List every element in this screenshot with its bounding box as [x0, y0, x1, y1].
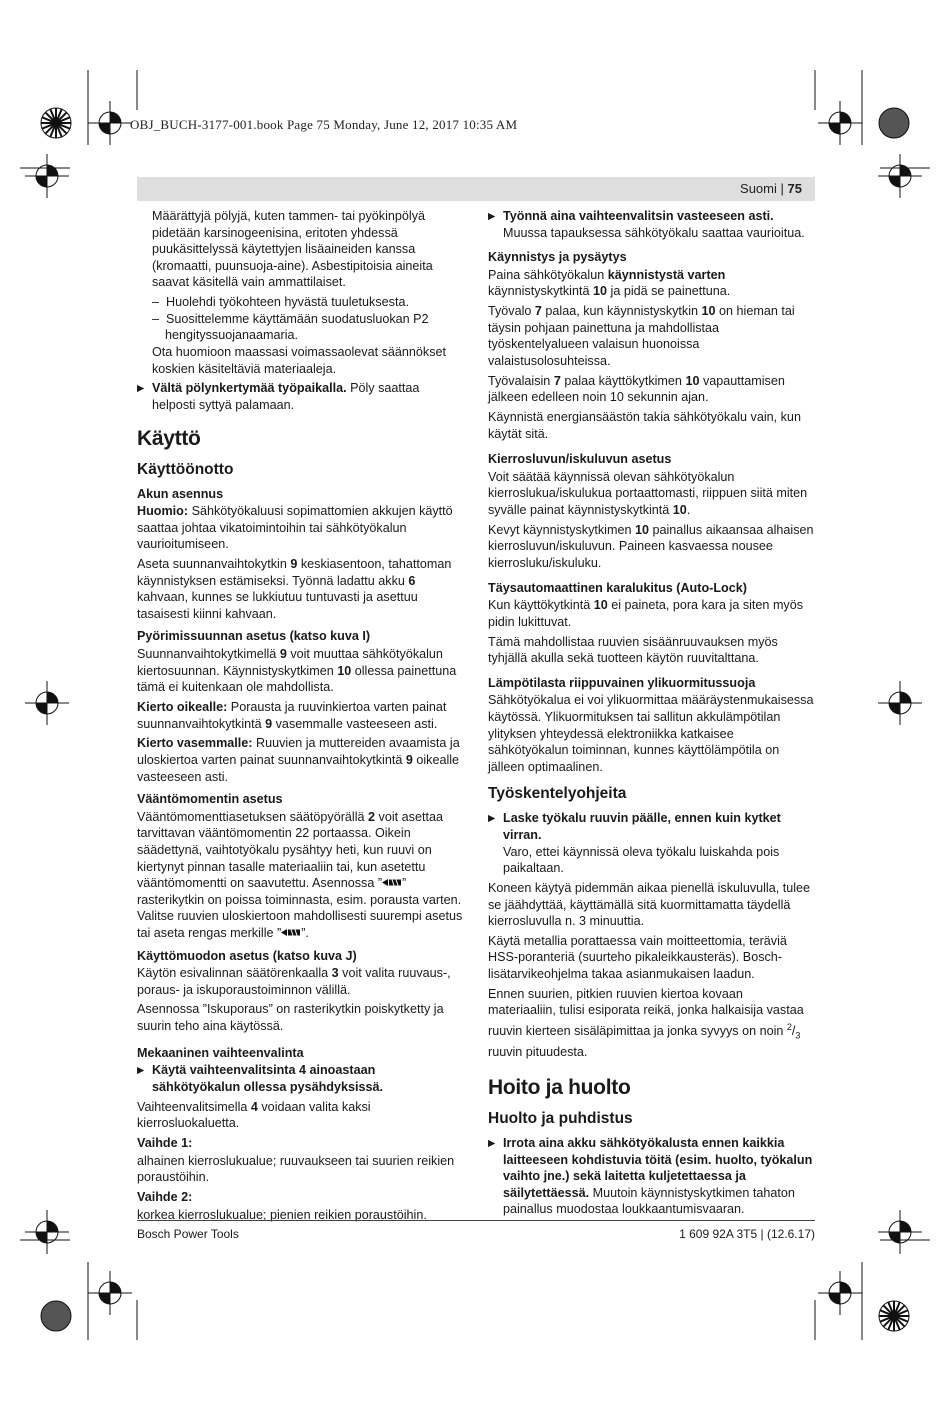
paragraph: Aseta suunnanvaihtokytkin 9 keskiasentoon, tahattoman käynnistyksen estämiseksi. Työnnä ladattu akku 6 kahvaan, kunnes se lukkiutuu tuntuvasti ja asettuu tasaisesti kiinni kahvaan.	[137, 557, 452, 621]
paragraph: Asennossa ”Iskuporaus” on rasterikytkin poiskytketty ja suurin teho aina käytössä.	[137, 1002, 444, 1034]
paragraph: korkea kierroslukualue; pienien reikien poraustöihin.	[137, 1207, 427, 1222]
paragraph: Huomio: Sähkötyökaluusi sopimattomien akkujen käyttö saattaa johtaa vikatoimintoihin tai sähkötyökalun vaurioitumiseen.	[137, 504, 453, 552]
paragraph: Sähkötyökalua ei voi ylikuormittaa määräystenmukaisessa käytössä. Ylikuormituksen tai sallitun akkulämpötilan ylityksen yhteydessä elektroniikka katkaisee sähkötyökalun toiminnan, kunnes käyttölämpötila on jälleen optimaalinen.	[488, 693, 814, 774]
paragraph: Kun käyttökytkintä 10 ei paineta, pora kara ja siten myös pidin lukittuvat.	[488, 598, 804, 629]
page-number: 75	[787, 181, 802, 196]
paragraph: Varo, ettei käynnissä oleva työkalu luiskahda pois paikaltaan.	[503, 844, 780, 876]
subsection-heading: Vääntömomentin asetus	[137, 792, 283, 807]
paragraph: Kevyt käynnistyskytkimen 10 painallus aikaansaa alhaisen kierrosluvun/iskuluvun. Paineen kasvaessa nousee kierrosluku/iskuluku.	[488, 522, 814, 571]
left-column	[137, 208, 465, 1226]
paragraph: Suunnanvaihtokytkimellä 9 voit muuttaa sähkötyökalun kiertosuunnan. Käynnistyskytkimen 10 ollessa painettuna tämä ei kuitenkaan ole mahdollista.	[137, 647, 457, 695]
footer-publisher: Bosch Power Tools	[137, 1227, 239, 1241]
paragraph: Voit säätää käynnissä olevan sähkötyökalun kierroslukua/iskulukua portaattomasti, riippuen siitä miten syvälle painat käynnistyskytkintä 10.	[488, 469, 808, 518]
subsection-heading: Vaihde 2:	[137, 1189, 193, 1204]
footer-document-code: 1 609 92A 3T5 | (12.6.17)	[679, 1227, 815, 1241]
bullet-warning: ▶ Työnnä aina vaihteenvalitsin vasteeseen asti. Muussa tapauksessa sähkötyökalu saattaa vaurioitua.	[488, 208, 814, 241]
section-heading: Työskentelyohjeita	[488, 785, 627, 803]
paragraph: Työvalo 7 palaa, kun käynnistyskytkin 10 on hieman tai täysin pohjaan painettuna ja mahdollistaa työskentelyalueen valaisun huonoissa valaistusolosuhteissa.	[488, 304, 795, 368]
subsection-heading: Käynnistys ja pysäytys	[488, 250, 627, 265]
header-band	[137, 177, 815, 201]
subsection-heading: Akun asennus	[137, 486, 224, 501]
subsection-heading: Käyttömuodon asetus (katso kuva J)	[137, 948, 357, 963]
paragraph: Ennen suurien, pitkien ruuvien kiertoa kovaan materiaaliin, tulisi esiporata reikä, jonka halkaisija vastaa ruuvin kierteen sisäläpimittaa ja jonka syvyys on noin $^2/_3$ ruuvin pituudesta.	[488, 986, 804, 1060]
page-header	[740, 181, 802, 196]
drill-symbol-icon	[382, 878, 402, 887]
section-heading: Käyttöönotto	[137, 460, 234, 478]
section-name: Suomi	[740, 181, 777, 196]
dash-item: – Suosittelemme käyttämään suodatusluokan P2 hengityssuojanaamaria.	[152, 311, 429, 343]
bullet-warning: ▶ Vältä pölynkertymää työpaikalla. Pöly saattaa helposti syttyä palamaan.	[137, 380, 465, 413]
paragraph: Koneen käytyä pidemmän aikaa pienellä iskuluvulla, tulee se jäähdyttää, käyttämällä sitä kuormittamatta täydellä kierrosluvulla n. 3 minuuttia.	[488, 880, 811, 929]
subsection-heading: Pyörimissuunnan asetus (katso kuva I)	[137, 629, 371, 644]
dash-item: – Huolehdi työkohteen hyvästä tuuletuksesta.	[152, 295, 409, 310]
right-column	[488, 208, 814, 1221]
paragraph: Paina sähkötyökalun käynnistystä varten käynnistyskytkintä 10 ja pidä se painettuna.	[488, 267, 731, 299]
subsection-heading: Kierrosluvun/iskuluvun asetus	[488, 452, 672, 467]
drill-symbol-icon	[281, 928, 301, 937]
paragraph: Käytä metallia porattaessa vain moitteettomia, teräviä HSS-poranteriä (suurteho pikaleikkausteräs). Bosch-lisätarvikeohjelma takaa asianmukaisen laadun.	[488, 933, 787, 982]
paragraph: Käynnistä energiansäästön takia sähkötyökalu vain, kun käytät sitä.	[488, 410, 801, 441]
subsection-heading: Lämpötilasta riippuvainen ylikuormitussuoja	[488, 675, 756, 690]
bullet-warning: ▶ Laske työkalu ruuvin päälle, ennen kuin kytket virran.	[488, 810, 814, 843]
paragraph: Tämä mahdollistaa ruuvien sisäänruuvauksen myös tyhjällä akulla sekä tuotteen käytön ruuvitalttana.	[488, 634, 778, 666]
paragraph: Kierto vasemmalle: Ruuvien ja muttereiden avaamista ja uloskiertoa varten painat suunnanvaihtokytkintä 9 oikealle vasteeseen asti.	[137, 736, 460, 784]
paragraph: alhainen kierroslukualue; ruuvaukseen tai suurien reikien poraustöihin.	[137, 1153, 455, 1185]
subsection-heading: Täysautomaattinen karalukitus (Auto-Lock)	[488, 580, 747, 595]
bullet-warning: ▶ Irrota aina akku sähkötyökalusta ennen kaikkia laitteeseen kohdistuvia töitä (esim. huolto, työkalun vaihto jne.) sekä laitetta kuljetettaessa ja säilytettäessä. Muutoin käynnistyskytkimen tahaton painallus muodostaa loukkaantumisvaaran.	[488, 1135, 814, 1218]
paragraph: Ota huomioon maassasi voimassaolevat säännökset koskien käsiteltäviä materiaaleja.	[152, 344, 447, 376]
paragraph: Kierto oikealle: Porausta ja ruuvinkiertoa varten painat suunnanvaihtokytkintä 9 vasemmalle vasteeseen asti.	[137, 700, 447, 731]
paragraph: Valitse ruuvien uloskiertoon mahdollisesti suurempi asetus tai aseta rengas merkille ” ”.	[137, 909, 463, 940]
paragraph: Työvalaisin 7 palaa käyttökytkimen 10 vapauttamisen jälkeen edelleen noin 10 sekunnin ajan.	[488, 373, 785, 405]
paragraph: Määrättyjä pölyjä, kuten tammen- tai pyökinpölyä pidetään karsinogeenisina, eritoten yhdessä puukäsittelyssä käytettyjen lisäaineiden kanssa (kromaatti, puunsuoja-aine). Asbestipitoisia aineita saavat käsitellä vain ammattilaiset.	[152, 209, 433, 290]
book-file-info: OBJ_BUCH-3177-001.book Page 75 Monday, June 12, 2017 10:35 AM	[130, 117, 518, 132]
paragraph: Käytön esivalinnan säätörenkaalla 3 voit valita ruuvaus-, poraus- ja iskuporaustoiminnon välillä.	[137, 966, 451, 997]
subsection-heading: Vaihde 1:	[137, 1136, 193, 1150]
bullet-warning: ▶ Käytä vaihteenvalitsinta 4 ainoastaan sähkötyökalun ollessa pysähdyksissä.	[137, 1062, 465, 1095]
paragraph: Vääntömomenttiasetuksen säätöpyörällä 2 voit asettaa tarvittavan vääntömomentin 22 portaassa. Oikein säädettynä, vaihtotyökalu pysähtyy heti, kun ruuvi on kiertynyt pinnan tasalle materiaaliin tai, kun asetettu vääntömomentti on saavutettu. Asennossa ” ” rasterikytkin on poissa toiminnasta, esim. porausta varten.	[137, 809, 462, 907]
chapter-heading: Hoito ja huolto	[488, 1075, 631, 1099]
chapter-heading: Käyttö	[137, 426, 201, 450]
footer-rule	[137, 1220, 815, 1221]
paragraph: Vaihteenvalitsimella 4 voidaan valita kaksi kierrosluokaluetta.	[137, 1099, 371, 1131]
section-heading: Huolto ja puhdistus	[488, 1109, 633, 1127]
subsection-heading: Mekaaninen vaihteenvalinta	[137, 1045, 304, 1060]
header-separator: |	[780, 181, 784, 196]
